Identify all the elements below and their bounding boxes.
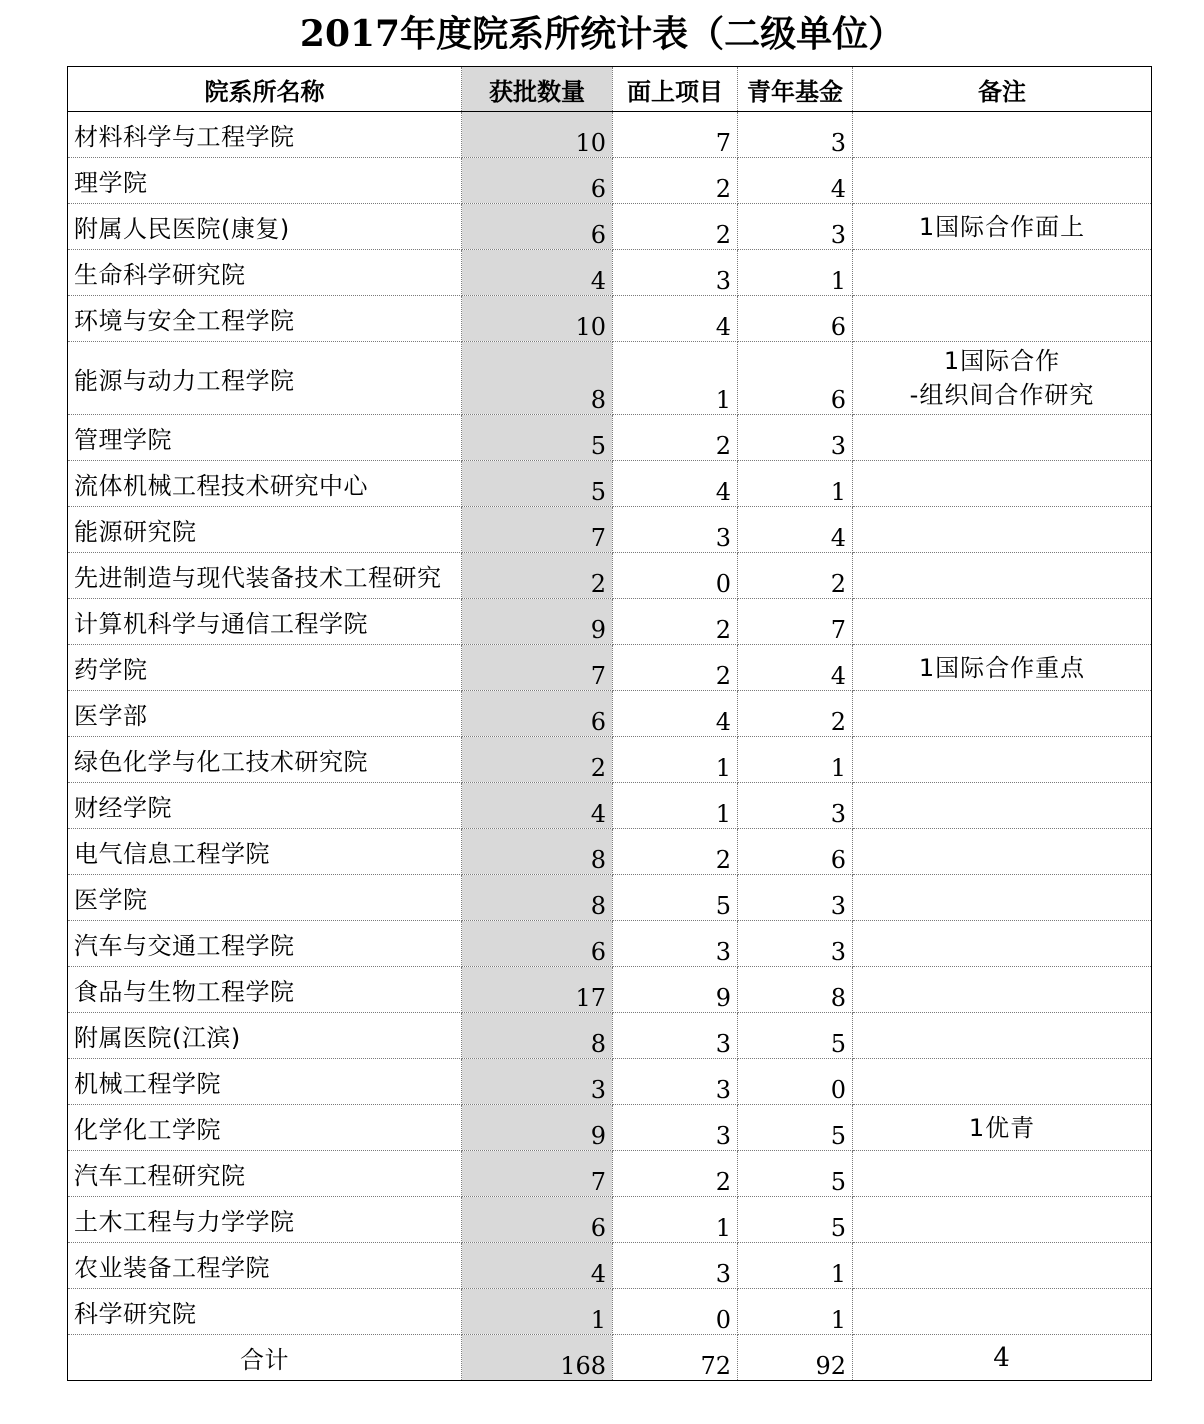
cell-total[interactable]: 9 <box>462 599 613 645</box>
table-row <box>68 783 1152 829</box>
cell-total[interactable]: 3 <box>462 1059 613 1105</box>
table-row <box>68 967 1152 1013</box>
cell-general[interactable]: 3 <box>613 1013 738 1059</box>
cell-note[interactable] <box>853 1151 1152 1197</box>
table-row <box>68 158 1152 204</box>
cell-name[interactable]: 医学部 <box>68 691 462 737</box>
cell-total[interactable]: 2 <box>462 553 613 599</box>
cell-general[interactable]: 5 <box>613 875 738 921</box>
cell-total[interactable]: 7 <box>462 1151 613 1197</box>
table-row <box>68 461 1152 507</box>
table-row <box>68 921 1152 967</box>
cell-youth[interactable]: 3 <box>738 921 853 967</box>
cell-general[interactable]: 3 <box>613 921 738 967</box>
cell-general[interactable]: 2 <box>613 645 738 691</box>
cell-name[interactable]: 农业装备工程学院 <box>68 1243 462 1289</box>
cell-note[interactable] <box>853 250 1152 296</box>
table-row <box>68 204 1152 250</box>
cell-general[interactable]: 7 <box>613 112 738 158</box>
table-row <box>68 1289 1152 1335</box>
cell-note[interactable] <box>853 1243 1152 1289</box>
cell-general[interactable]: 4 <box>613 461 738 507</box>
cell-name[interactable]: 药学院 <box>68 645 462 691</box>
table-row <box>68 1105 1152 1151</box>
cell-note[interactable]: 1优青 <box>853 1105 1152 1151</box>
cell-youth[interactable]: 3 <box>738 204 853 250</box>
cell-total[interactable]: 8 <box>462 829 613 875</box>
total-general[interactable]: 72 <box>613 1335 738 1381</box>
cell-total[interactable]: 8 <box>462 875 613 921</box>
cell-total[interactable]: 4 <box>462 1243 613 1289</box>
cell-general[interactable]: 1 <box>613 783 738 829</box>
cell-note[interactable] <box>853 1289 1152 1335</box>
table-row <box>68 112 1152 158</box>
total-label[interactable]: 合计 <box>68 1335 462 1381</box>
cell-general[interactable]: 9 <box>613 967 738 1013</box>
cell-youth[interactable]: 6 <box>738 296 853 342</box>
cell-note[interactable] <box>853 1013 1152 1059</box>
cell-name[interactable]: 汽车工程研究院 <box>68 1151 462 1197</box>
cell-total[interactable]: 4 <box>462 783 613 829</box>
table-row <box>68 342 1152 415</box>
cell-total[interactable]: 6 <box>462 921 613 967</box>
cell-youth[interactable]: 5 <box>738 1105 853 1151</box>
cell-note[interactable]: 1国际合作 -组织间合作研究 <box>853 342 1152 415</box>
total-row <box>68 1335 1152 1381</box>
cell-note[interactable] <box>853 112 1152 158</box>
cell-total[interactable]: 5 <box>462 415 613 461</box>
table-row <box>68 250 1152 296</box>
cell-note[interactable] <box>853 921 1152 967</box>
cell-general[interactable]: 2 <box>613 415 738 461</box>
page-title: 2017年度院系所统计表（二级单位） <box>299 13 905 55</box>
table-row <box>68 1243 1152 1289</box>
cell-note[interactable] <box>853 507 1152 553</box>
cell-name[interactable]: 电气信息工程学院 <box>68 829 462 875</box>
cell-note[interactable] <box>853 599 1152 645</box>
table-body <box>68 112 1152 1335</box>
cell-total[interactable]: 7 <box>462 507 613 553</box>
cell-name[interactable]: 财经学院 <box>68 783 462 829</box>
cell-note[interactable] <box>853 296 1152 342</box>
cell-name[interactable]: 土木工程与力学学院 <box>68 1197 462 1243</box>
table-row <box>68 553 1152 599</box>
cell-name[interactable]: 理学院 <box>68 158 462 204</box>
cell-general[interactable]: 2 <box>613 829 738 875</box>
cell-youth[interactable]: 1 <box>738 461 853 507</box>
cell-total[interactable]: 6 <box>462 691 613 737</box>
cell-total[interactable]: 10 <box>462 112 613 158</box>
cell-total[interactable]: 10 <box>462 296 613 342</box>
cell-name[interactable]: 绿色化学与化工技术研究院 <box>68 737 462 783</box>
cell-youth[interactable]: 1 <box>738 1243 853 1289</box>
table-row <box>68 829 1152 875</box>
table-row <box>68 1013 1152 1059</box>
cell-total[interactable]: 6 <box>462 158 613 204</box>
table-row <box>68 691 1152 737</box>
cell-youth[interactable]: 0 <box>738 1059 853 1105</box>
cell-name[interactable]: 能源研究院 <box>68 507 462 553</box>
cell-name[interactable]: 医学院 <box>68 875 462 921</box>
cell-name[interactable]: 食品与生物工程学院 <box>68 967 462 1013</box>
table-row <box>68 1197 1152 1243</box>
cell-name[interactable]: 流体机械工程技术研究中心 <box>68 461 462 507</box>
cell-youth[interactable]: 1 <box>738 737 853 783</box>
cell-general[interactable]: 2 <box>613 204 738 250</box>
cell-note[interactable]: 1国际合作重点 <box>853 645 1152 691</box>
cell-note[interactable] <box>853 461 1152 507</box>
cell-note[interactable] <box>853 553 1152 599</box>
table-row <box>68 1059 1152 1105</box>
cell-note[interactable] <box>853 158 1152 204</box>
cell-youth[interactable]: 3 <box>738 112 853 158</box>
cell-youth[interactable]: 2 <box>738 691 853 737</box>
cell-youth[interactable]: 4 <box>738 158 853 204</box>
header-total[interactable]: 获批数量 <box>462 67 613 112</box>
cell-youth[interactable]: 3 <box>738 875 853 921</box>
cell-name[interactable]: 机械工程学院 <box>68 1059 462 1105</box>
cell-total[interactable]: 2 <box>462 737 613 783</box>
cell-youth[interactable]: 4 <box>738 507 853 553</box>
total-count[interactable]: 168 <box>462 1335 613 1381</box>
cell-general[interactable]: 4 <box>613 691 738 737</box>
cell-name[interactable]: 材料科学与工程学院 <box>68 112 462 158</box>
cell-youth[interactable]: 6 <box>738 342 853 415</box>
header-name[interactable]: 院系所名称 <box>68 67 462 112</box>
total-note[interactable]: 4 <box>853 1335 1152 1381</box>
cell-general[interactable]: 0 <box>613 1289 738 1335</box>
cell-youth[interactable]: 5 <box>738 1013 853 1059</box>
table-row <box>68 507 1152 553</box>
cell-total[interactable]: 8 <box>462 342 613 415</box>
statistics-table <box>67 66 1152 1381</box>
cell-youth[interactable]: 4 <box>738 645 853 691</box>
cell-name[interactable]: 环境与安全工程学院 <box>68 296 462 342</box>
table-row <box>68 737 1152 783</box>
cell-youth[interactable]: 7 <box>738 599 853 645</box>
cell-name[interactable]: 先进制造与现代装备技术工程研究 <box>68 553 462 599</box>
cell-note[interactable] <box>853 737 1152 783</box>
header-row <box>68 67 1152 112</box>
cell-youth[interactable]: 8 <box>738 967 853 1013</box>
cell-youth[interactable]: 6 <box>738 829 853 875</box>
total-youth[interactable]: 92 <box>738 1335 853 1381</box>
cell-total[interactable]: 6 <box>462 1197 613 1243</box>
cell-total[interactable]: 17 <box>462 967 613 1013</box>
table-row <box>68 599 1152 645</box>
cell-total[interactable]: 9 <box>462 1105 613 1151</box>
cell-note[interactable] <box>853 967 1152 1013</box>
cell-youth[interactable]: 3 <box>738 415 853 461</box>
cell-name[interactable]: 科学研究院 <box>68 1289 462 1335</box>
cell-name[interactable]: 附属人民医院(康复) <box>68 204 462 250</box>
cell-name[interactable]: 管理学院 <box>68 415 462 461</box>
cell-total[interactable]: 7 <box>462 645 613 691</box>
cell-general[interactable]: 3 <box>613 250 738 296</box>
cell-note[interactable] <box>853 829 1152 875</box>
header-general[interactable]: 面上项目 <box>613 67 738 112</box>
cell-total[interactable]: 6 <box>462 204 613 250</box>
cell-note[interactable] <box>853 875 1152 921</box>
cell-youth[interactable]: 5 <box>738 1151 853 1197</box>
table-row <box>68 1151 1152 1197</box>
cell-youth[interactable]: 3 <box>738 783 853 829</box>
table-row <box>68 645 1152 691</box>
table-row <box>68 875 1152 921</box>
cell-note[interactable] <box>853 415 1152 461</box>
cell-general[interactable]: 4 <box>613 296 738 342</box>
header-youth[interactable]: 青年基金 <box>738 67 853 112</box>
table-row <box>68 296 1152 342</box>
cell-general[interactable]: 1 <box>613 1197 738 1243</box>
cell-general[interactable]: 3 <box>613 1105 738 1151</box>
cell-name[interactable]: 附属医院(江滨) <box>68 1013 462 1059</box>
cell-general[interactable]: 3 <box>613 507 738 553</box>
cell-general[interactable]: 2 <box>613 599 738 645</box>
cell-youth[interactable]: 5 <box>738 1197 853 1243</box>
cell-name[interactable]: 计算机科学与通信工程学院 <box>68 599 462 645</box>
cell-note[interactable] <box>853 1197 1152 1243</box>
cell-note[interactable] <box>853 691 1152 737</box>
cell-note[interactable] <box>853 1059 1152 1105</box>
cell-youth[interactable]: 2 <box>738 553 853 599</box>
cell-name[interactable]: 化学化工学院 <box>68 1105 462 1151</box>
cell-general[interactable]: 3 <box>613 1243 738 1289</box>
cell-total[interactable]: 4 <box>462 250 613 296</box>
cell-general[interactable]: 1 <box>613 342 738 415</box>
cell-note[interactable] <box>853 783 1152 829</box>
cell-name[interactable]: 生命科学研究院 <box>68 250 462 296</box>
cell-general[interactable]: 1 <box>613 737 738 783</box>
cell-youth[interactable]: 1 <box>738 1289 853 1335</box>
cell-name[interactable]: 汽车与交通工程学院 <box>68 921 462 967</box>
header-note[interactable]: 备注 <box>853 67 1152 112</box>
cell-general[interactable]: 2 <box>613 158 738 204</box>
cell-general[interactable]: 0 <box>613 553 738 599</box>
cell-general[interactable]: 3 <box>613 1059 738 1105</box>
cell-name[interactable]: 能源与动力工程学院 <box>68 342 462 415</box>
cell-note[interactable]: 1国际合作面上 <box>853 204 1152 250</box>
cell-total[interactable]: 1 <box>462 1289 613 1335</box>
cell-total[interactable]: 8 <box>462 1013 613 1059</box>
cell-general[interactable]: 2 <box>613 1151 738 1197</box>
cell-youth[interactable]: 1 <box>738 250 853 296</box>
table-row <box>68 415 1152 461</box>
cell-total[interactable]: 5 <box>462 461 613 507</box>
